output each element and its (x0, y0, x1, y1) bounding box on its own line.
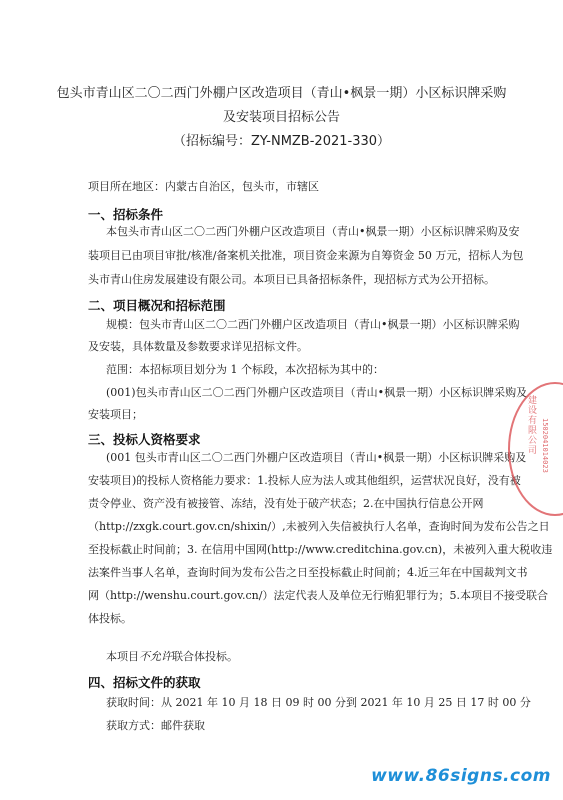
paragraph-line: 法案件当事人名单，查询时间为发布公告之日至投标截止时间前；4.近三年在中国裁判文书 (88, 566, 528, 579)
project-location: 项目所在地区：内蒙古自治区，包头市，市辖区 (88, 180, 319, 193)
tender-number: （招标编号：ZY-NMZB-2021-330） (172, 134, 391, 149)
seal-number: 1502041014023 (541, 418, 549, 473)
paragraph-line: 安装项目)的投标人资格能力要求：1.投标人应为法人或其他组织，运营状况良好，没有被 (88, 474, 521, 487)
paragraph-line: 及安装，具体数量及参数要求详见招标文件。 (88, 340, 308, 353)
acquisition-time: 获取时间：从 2021 年 10 月 18 日 09 时 00 分到 2021 年 10 月 25 日 17 时 00 分 (106, 696, 531, 709)
consortium-prefix: 本项目 (106, 650, 139, 663)
paragraph-line: 规模：包头市青山区二〇二西门外棚户区改造项目（青山•枫景一期）小区标识牌采购 (106, 318, 520, 331)
seal-text: 建设有限公司 (526, 395, 536, 455)
section-1-heading: 一、招标条件 (88, 207, 164, 222)
paragraph-line: （http://zxgk.court.gov.cn/shixin/）,未被列入失信被执行人名单，查询时间为发布公告之日 (88, 520, 550, 533)
paragraph-line: 装项目已由项目审批/核准/备案机关批准，项目资金来源为自筹资金 50 万元，招标人为包 (88, 249, 524, 262)
paragraph-line: 网（http://wenshu.court.gov.cn/）法定代表人及单位无行贿犯罪行为；5.本项目不接受联合 (88, 589, 548, 602)
paragraph-line: 体投标。 (88, 612, 132, 625)
section-2-heading: 二、项目概况和招标范围 (88, 298, 226, 313)
paragraph-line: 本包头市青山区二〇二西门外棚户区改造项目（青山•枫景一期）小区标识牌采购及安 (106, 225, 520, 238)
notice-title-line1: 包头市青山区二〇二西门外棚户区改造项目（青山•枫景一期）小区标识牌采购 (56, 86, 507, 101)
paragraph-line: 头市青山住房发展建设有限公司。本项目已具备招标条件，现招标方式为公开招标。 (88, 273, 495, 286)
notice-title-line2: 及安装项目招标公告 (222, 110, 340, 125)
paragraph-line: (001)包头市青山区二〇二西门外棚户区改造项目（青山•枫景一期）小区标识牌采购及 (106, 386, 528, 399)
section-4-heading: 四、招标文件的获取 (88, 675, 201, 690)
acquisition-method: 获取方式：邮件获取 (106, 719, 205, 732)
paragraph-line: 安装项目； (88, 408, 143, 421)
consortium-not-allowed: 不允许 (139, 650, 172, 663)
section-3-heading: 三、投标人资格要求 (88, 432, 201, 447)
site-watermark: www.86signs.com (371, 766, 551, 786)
paragraph-line: 责令停业、资产没有被接管、冻结，没有处于破产状态；2.在中国执行信息公开网 (88, 497, 484, 510)
paragraph-line: 至投标截止时间前；3. 在信用中国网(http://www.creditchina.gov.cn)，未被列入重大税收违 (88, 543, 553, 556)
paragraph-line: 范围：本招标项目划分为 1 个标段，本次招标为其中的： (106, 363, 384, 376)
paragraph-line: (001 包头市青山区二〇二西门外棚户区改造项目（青山•枫景一期）小区标识牌采购及 (106, 451, 527, 464)
consortium-suffix: 联合体投标。 (172, 650, 238, 663)
consortium-note (106, 650, 238, 664)
